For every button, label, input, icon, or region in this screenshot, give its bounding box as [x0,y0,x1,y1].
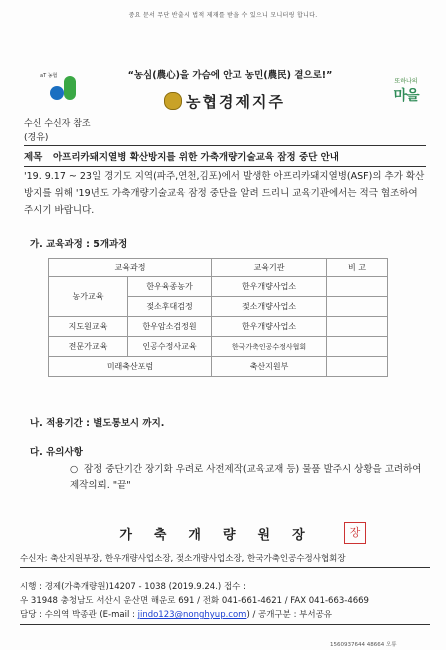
table-cell-course: 한우암소검정원 [128,317,212,337]
footer-line-address: 우 31948 충청남도 서산시 운산면 해운로 691 / 전화 041-661-4621 / FAX 041-663-4669 [20,596,369,606]
subject-label: 제목 [24,152,43,163]
footer-line-enforcement: 시행 : 경제(가축개량원)14207 - 1038 (2019.9.24.) 접수 : [20,582,246,592]
body-paragraph: '19. 9.17 ~ 23일 경기도 지역(파주,연천,김포)에서 발생한 아프리카돼지열병(ASF)의 추가 확산 방지를 위해 '19년도 가축개량기술교육 잠정 중단을 알려 드리니 교육기관에서는 적극 협조하여 주시기 바랍니다. [24,171,425,216]
confidentiality-notice: 중요 문서 무단 반출시 법적 제재를 받을 수 있으니 모니터링 합니다. [128,12,318,19]
table-cell-course: 젖소후대검정 [128,297,212,317]
section-b-heading: 나. 적용기간 : 별도통보시 까지. [30,418,165,429]
table-cell-note [327,357,388,377]
table-cell-course: 인공수정사교육 [128,337,212,357]
slogan: “농심(農心)을 가슴에 안고 농민(農民) 곁으로!” [127,70,333,81]
table-cell-note [327,317,388,337]
table-cell-institution: 젖소개량사업소 [212,297,327,317]
table-header: 교육기관 [212,259,327,277]
table-cell-institution: 한우개량사업소 [212,277,327,297]
caution-text: 잠정 중단기간 장기화 우려로 사전제작(교육교재 등) 물품 발주시 상황을 고려하여 제작의뢰. "끝" [70,464,422,491]
footer-contact-prefix: 담당 : 수의역 박종관 (E-mail : [20,610,138,620]
table-cell-category: 미래축산포럼 [49,357,212,377]
footer-line-contact [20,608,440,620]
footer-divider [20,624,430,625]
table-cell-note [327,337,388,357]
table-cell-note [327,277,388,297]
table-header: 교육과정 [49,259,212,277]
section-c-heading: 다. 유의사항 [30,447,83,458]
table-header: 비 고 [327,259,388,277]
table-cell-note [327,297,388,317]
footer-contact-suffix: ) / 공개구분 : 부서공유 [246,610,332,620]
left-logo-text: aT 농협 [40,73,58,79]
section-a-heading: 가. 교육과정 : 5개과정 [30,239,128,250]
via-line: (경유) [24,133,49,143]
subject-row [24,145,426,167]
table-row [49,357,388,377]
table-cell-category: 농가교육 [49,277,128,317]
right-logo-tagline: 또하나의 [394,78,418,85]
recipients-list: 수신자: 축산지원부장, 한우개량사업소장, 젖소개량사업소장, 한국가축인공수정사협회장 [20,552,430,568]
logo-blue-shape [50,86,64,100]
email-link[interactable]: jindo123@nonghyup.com [137,610,247,620]
nh-emblem-icon [164,92,182,110]
table-row [49,317,388,337]
table-header-row [49,259,388,277]
table-cell-institution: 축산지원부 [212,357,327,377]
table-cell-institution: 한국가축인공수정사협회 [212,337,327,357]
document-id: 1560937644 48664 오류 [330,642,397,648]
table-cell-course: 한우육종농가 [128,277,212,297]
subject-text: 아프리카돼지열병 확산방지를 위한 가축개량기술교육 잠정 중단 안내 [52,152,339,163]
recipient-line: 수신 수신자 참조 [24,119,91,129]
course-table [48,258,388,377]
table-cell-institution: 한우개량사업소 [212,317,327,337]
left-logo [40,72,80,102]
official-seal: 장 [344,522,366,544]
logo-green-shape [64,76,76,100]
caution-item [70,462,430,494]
sender-title: 가축개량원장 [119,528,327,543]
table-cell-category: 지도원교육 [49,317,128,337]
table-cell-category: 전문가교육 [49,337,128,357]
organization-title: 농협경제지주 [186,93,285,111]
bullet-circle-icon: ○ [70,464,79,475]
right-logo [376,76,436,116]
table-row [49,277,388,297]
right-logo-main: 마을 [393,88,419,104]
table-row [49,337,388,357]
